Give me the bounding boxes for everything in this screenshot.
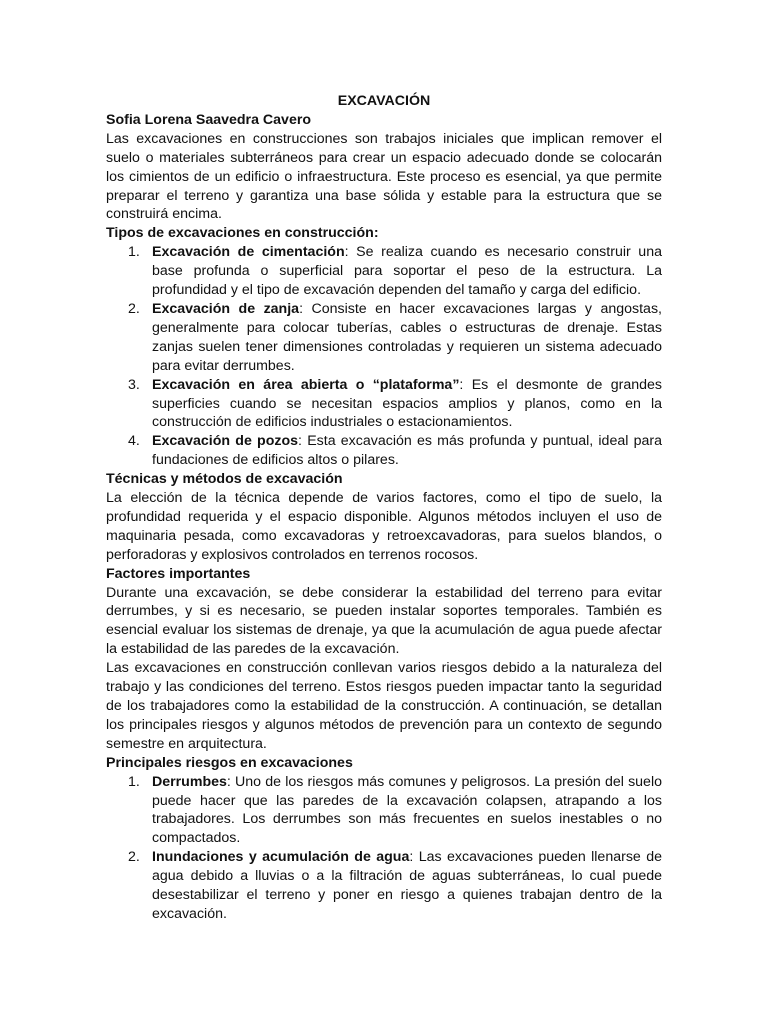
list-text: : Las excavaciones pueden llenarse de agua debido a lluvias o a la filtración de aguas subterráneas, lo cual puede desestabilizar el terreno y poner en riesgo a quienes trabajan dentro de la excavación. xyxy=(152,849,663,922)
list-text: : Consiste en hacer excavaciones largas y angostas, generalmente para colocar tuberías, cables o estructuras de drenaje. Estas zanjas suelen tener dimensiones controladas y requieren un sistema adecuado para evitar derrumbes. xyxy=(152,300,662,374)
list-item xyxy=(106,773,662,849)
tecnicas-paragraph: La elección de la técnica depende de varios factores, como el tipo de suelo, la profundidad requerida y el espacio disponible. Algunos métodos incluyen el uso de maquinaria pesada, como excavadoras y retroexcavadoras, para suelos blandos, o perforadoras y explosivos controlados en terrenos rocosos. xyxy=(106,490,662,563)
list-term: Inundaciones y acumulación de agua xyxy=(152,849,410,866)
list-term: Excavación en área abierta o “plataforma” xyxy=(152,376,460,393)
intro-paragraph: Las excavaciones en construcciones son trabajos iniciales que implican remover el suelo o materiales subterráneos para crear un espacio adecuado donde se colocarán los cimientos de un edificio o infraestructura. Este proceso es esencial, ya que permite preparar el terreno y garantiza una base sólida y estable para la estructura que se construirá encima. xyxy=(106,130,662,223)
factores-paragraph-1: Durante una excavación, se debe considerar la estabilidad del terreno para evitar derrumbes, y si es necesario, se pueden instalar soportes temporales. También es esencial evaluar los sistemas de drenaje, ya que la acumulación de agua puede afectar la estabilidad de las paredes de la excavación. xyxy=(106,584,662,658)
list-number: 4. xyxy=(128,433,140,450)
list-item xyxy=(106,243,662,300)
riesgos-heading: Principales riesgos en excavaciones xyxy=(106,754,353,771)
list-number: 3. xyxy=(128,376,140,393)
list-term: Excavación de cimentación xyxy=(152,244,345,261)
factores-paragraph-2: Las excavaciones en construcción conllevan varios riesgos debido a la naturaleza del trabajo y las condiciones del terreno. Estos riesgos pueden impactar tanto la seguridad de los trabajadores como la estabilidad de la construcción. A continuación, se detallan los principales riesgos y algunos métodos de prevención para un contexto de segundo semestre en arquitectura. xyxy=(106,660,662,752)
factores-heading: Factores importantes xyxy=(106,565,251,582)
list-number: 1. xyxy=(128,773,140,790)
list-text: : Esta excavación es más profunda y puntual, ideal para fundaciones de edificios altos o pilares. xyxy=(152,433,662,469)
list-term: Excavación de zanja xyxy=(152,300,300,317)
list-number: 1. xyxy=(128,244,140,261)
list-number: 2. xyxy=(128,300,140,317)
document-title: EXCAVACIÓN xyxy=(337,93,431,109)
document-page xyxy=(106,92,662,924)
list-item xyxy=(106,848,662,924)
list-number: 2. xyxy=(128,849,140,866)
list-text: : Es el desmonte de grandes superficies cuando se necesitan espacios amplios y planos, como en la construcción de edificios industriales o estacionamientos. xyxy=(152,376,662,431)
list-text: : Uno de los riesgos más comunes y peligrosos. La presión del suelo puede hacer que las paredes de la excavación colapsen, atrapando a los trabajadores. Los derrumbes son más frecuentes en suelos inestables o no compactados. xyxy=(152,773,662,847)
tecnicas-heading: Técnicas y métodos de excavación xyxy=(106,471,343,488)
list-item xyxy=(106,300,662,376)
tipos-heading: Tipos de excavaciones en construcción: xyxy=(106,225,379,242)
list-term: Excavación de pozos xyxy=(152,433,299,450)
list-text: : Se realiza cuando es necesario construir una base profunda o superficial para soportar el peso de la estructura. La profundidad y el tipo de excavación dependen del tamaño y carga del edificio. xyxy=(152,244,662,299)
author-name: Sofia Lorena Saavedra Cavero xyxy=(106,111,312,128)
list-item xyxy=(106,376,662,433)
list-item xyxy=(106,432,662,470)
riesgos-list xyxy=(106,773,662,924)
list-term: Derrumbes xyxy=(152,773,227,790)
tipos-list xyxy=(106,243,662,470)
